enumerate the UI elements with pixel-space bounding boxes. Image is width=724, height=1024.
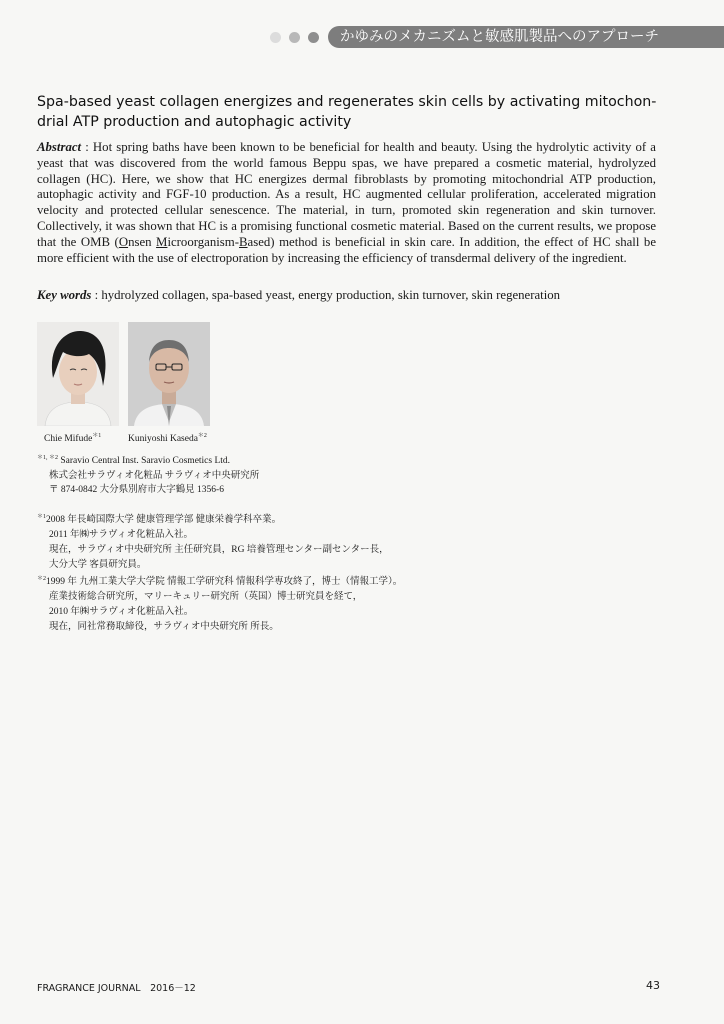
note-line: 大分大学 客員研究員。 xyxy=(49,559,147,570)
section-title: かゆみのメカニズムと敏感肌製品へのアプローチ xyxy=(328,26,724,48)
note-line: 2010 年㈱サラヴィオ化粧品入社。 xyxy=(49,607,194,618)
portrait-icon xyxy=(128,322,210,426)
omb-letter-m: M xyxy=(156,234,168,249)
note-line: 2011 年㈱サラヴィオ化粧品入社。 xyxy=(49,529,193,540)
section-header xyxy=(270,26,724,48)
omb-letter-o: O xyxy=(118,234,129,249)
header-dot-icon xyxy=(289,32,300,43)
omb-text: nsen xyxy=(128,234,157,249)
author-name: Chie Mifude$^{*1}$ xyxy=(44,433,102,445)
portrait-icon xyxy=(37,322,119,426)
omb-letter-b: B xyxy=(239,234,248,249)
footer-journal: FRAGRANCE JOURNAL 2016－12 xyxy=(37,983,196,994)
author-notes xyxy=(37,510,617,635)
abstract-text: : Hot spring baths have been known to be beneficial for health and beauty. Using the hydrolytic activity of a yeast that was discovered from the world famous Beppu spas, we have prepared a cosmetic material, hydrolyzed collagen (HC). Here, we show that HC energizes dermal fibroblasts by promoting mitochondrial ATP production, autophagic activity and FGF-10 production. As a result, HC augmented cellular proliferation, accelerated migration velocity and protected cellular senescence. The material, in turn, promoted skin regeneration and skin turnover. Collectively, it was shown that HC is a promising functional cosmetic material. Based on the current results, we propose that the OMB ( xyxy=(37,140,656,249)
keywords xyxy=(37,287,677,303)
abstract xyxy=(37,140,656,266)
abstract-text-end: ased) method is beneficial in skin care. In addition, the effect of HC shall be more efficient with the use of electroporation by increasing the efficiency of transdermal delivery of the ingredient. xyxy=(37,234,656,265)
note-line: $^{*2}$1999 年 九州工業大学大学院 情報工学研究科 情報科学専攻終了，博士（情報工学）。 xyxy=(37,576,403,588)
affiliation xyxy=(37,451,437,498)
abstract-label: Abstract xyxy=(37,140,82,154)
page-number: 43 xyxy=(646,979,660,992)
header-dot-icon xyxy=(308,32,319,43)
note-line: 産業技術総合研究所，マリーキュリー研究所（英国）博士研究員を経て， xyxy=(49,592,363,603)
affiliation-address: 〒 874-0842 大分県別府市大字鶴見 1356-6 xyxy=(49,485,224,496)
note-line: $^{*1}$2008 年長崎国際大学 健康管理学部 健康栄養学科卒業。 xyxy=(37,514,282,526)
note-line: 現在，サラヴィオ中央研究所 主任研究員，RG 培養管理センター副センター長， xyxy=(49,544,389,555)
article-title-line1: Spa-based yeast collagen energizes and regenerates skin cells by activating mitochon- xyxy=(37,94,657,110)
note-line: 現在，同社常務取締役，サラヴィオ中央研究所 所長。 xyxy=(49,621,279,632)
author-photo-kaseda xyxy=(128,322,210,426)
affiliation-line: 株式会社サラヴィオ化粧品 サラヴィオ中央研究所 xyxy=(49,470,260,481)
header-dot-icon xyxy=(270,32,281,43)
article-title xyxy=(37,92,657,132)
omb-text: icroorganism- xyxy=(167,234,239,249)
keywords-label: Key words xyxy=(37,288,92,302)
keywords-text: : hydrolyzed collagen, spa-based yeast, energy production, skin turnover, skin regeneration xyxy=(91,288,561,302)
author-name: Kuniyoshi Kaseda$^{*2}$ xyxy=(128,433,207,445)
author-photo-mifude xyxy=(37,322,119,426)
article-title-line2: drial ATP production and autophagic activity xyxy=(37,114,352,130)
affiliation-line: $^{*1, *2}$ Saravio Central Inst. Saravio Cosmetics Ltd. xyxy=(37,455,231,467)
